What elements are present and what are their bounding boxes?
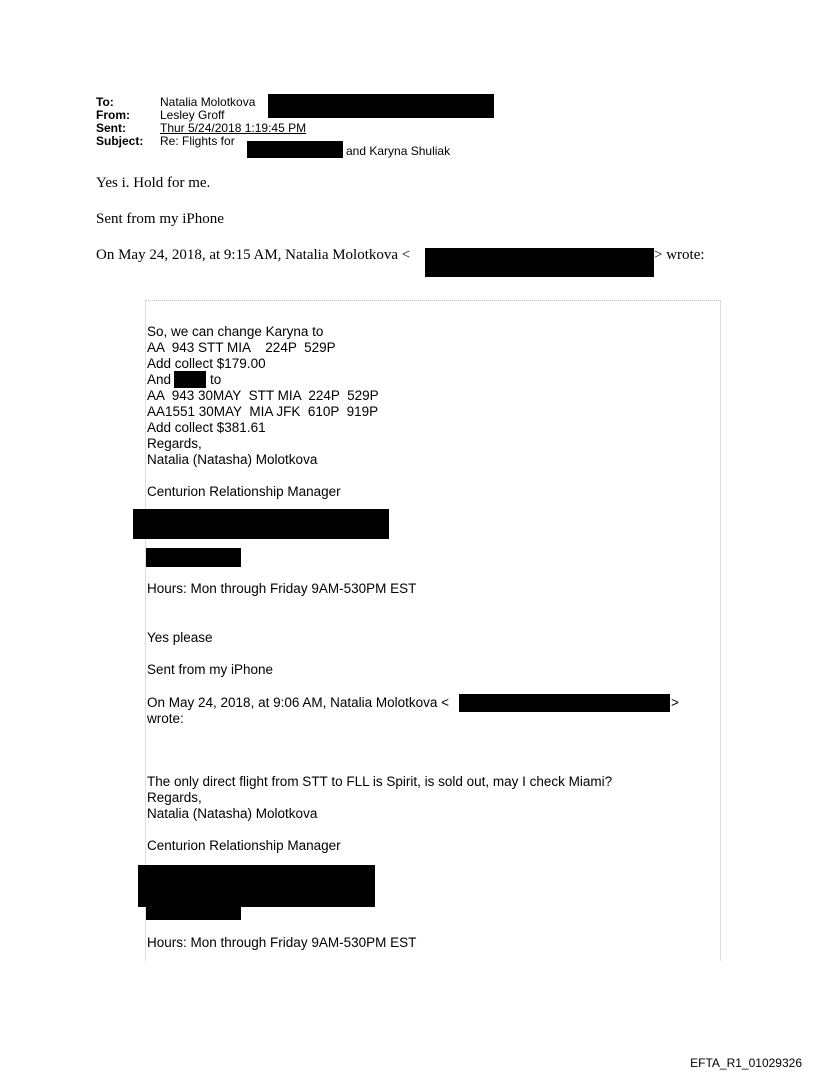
yes-please-text: Yes please	[147, 630, 213, 645]
redaction-block	[247, 141, 343, 158]
quoted-line: Add collect $179.00	[147, 356, 266, 371]
redaction-block	[146, 905, 241, 920]
redaction-block	[133, 509, 389, 539]
regards-text: Regards,	[147, 790, 202, 805]
quoted-line: AA1551 30MAY MIA JFK 610P 919P	[147, 404, 379, 419]
quote-intro-prefix: On May 24, 2018, at 9:15 AM, Natalia Molotkova <	[96, 247, 411, 263]
hours-text: Hours: Mon through Friday 9AM-530PM EST	[147, 935, 417, 950]
to-value: Natalia Molotkova	[160, 95, 256, 109]
job-title: Centurion Relationship Manager	[147, 838, 341, 853]
redaction-block	[459, 694, 670, 712]
sent-value: Thur 5/24/2018 1:19:45 PM	[160, 121, 307, 135]
sent-label: Sent:	[96, 121, 126, 135]
quoted-line: Natalia (Natasha) Molotkova	[147, 452, 318, 467]
redaction-block	[138, 865, 375, 907]
quoted-and-prefix: And	[147, 372, 172, 387]
job-title: Centurion Relationship Manager	[147, 484, 341, 499]
quote-intro-prefix: On May 24, 2018, at 9:06 AM, Natalia Molotkova <	[147, 695, 450, 710]
quoted-line: AA 943 30MAY STT MIA 224P 529P	[147, 388, 379, 403]
from-value: Lesley Groff	[160, 108, 225, 122]
quoted-line: Add collect $381.61	[147, 420, 266, 435]
to-label: To:	[96, 95, 114, 109]
subject-label: Subject:	[96, 134, 144, 148]
redaction-block	[174, 371, 206, 388]
redaction-block	[268, 94, 494, 118]
quote-intro-suffix: > wrote:	[654, 247, 705, 263]
subject-prefix: Re: Flights for	[160, 134, 235, 148]
quote-intro-suffix: >	[671, 695, 679, 710]
redaction-block	[425, 248, 654, 277]
reply-text: Yes i. Hold for me.	[96, 175, 211, 191]
quoted-line: Regards,	[147, 436, 202, 451]
sender-name: Natalia (Natasha) Molotkova	[147, 806, 318, 821]
wrote-text: wrote:	[147, 711, 184, 726]
quoted-line: So, we can change Karyna to	[147, 324, 324, 339]
from-label: From:	[96, 108, 130, 122]
signature-text: Sent from my iPhone	[96, 211, 224, 227]
document-id: EFTA_R1_01029326	[690, 1056, 802, 1070]
hours-text: Hours: Mon through Friday 9AM-530PM EST	[147, 581, 417, 596]
signature-text: Sent from my iPhone	[147, 662, 274, 677]
quoted-line: AA 943 STT MIA 224P 529P	[147, 340, 336, 355]
message-text: The only direct flight from STT to FLL is Spirit, is sold out, may I check Miami?	[147, 774, 613, 789]
quoted-and-suffix: to	[210, 372, 222, 387]
redaction-block	[146, 548, 241, 567]
subject-suffix: and Karyna Shuliak	[346, 144, 451, 158]
